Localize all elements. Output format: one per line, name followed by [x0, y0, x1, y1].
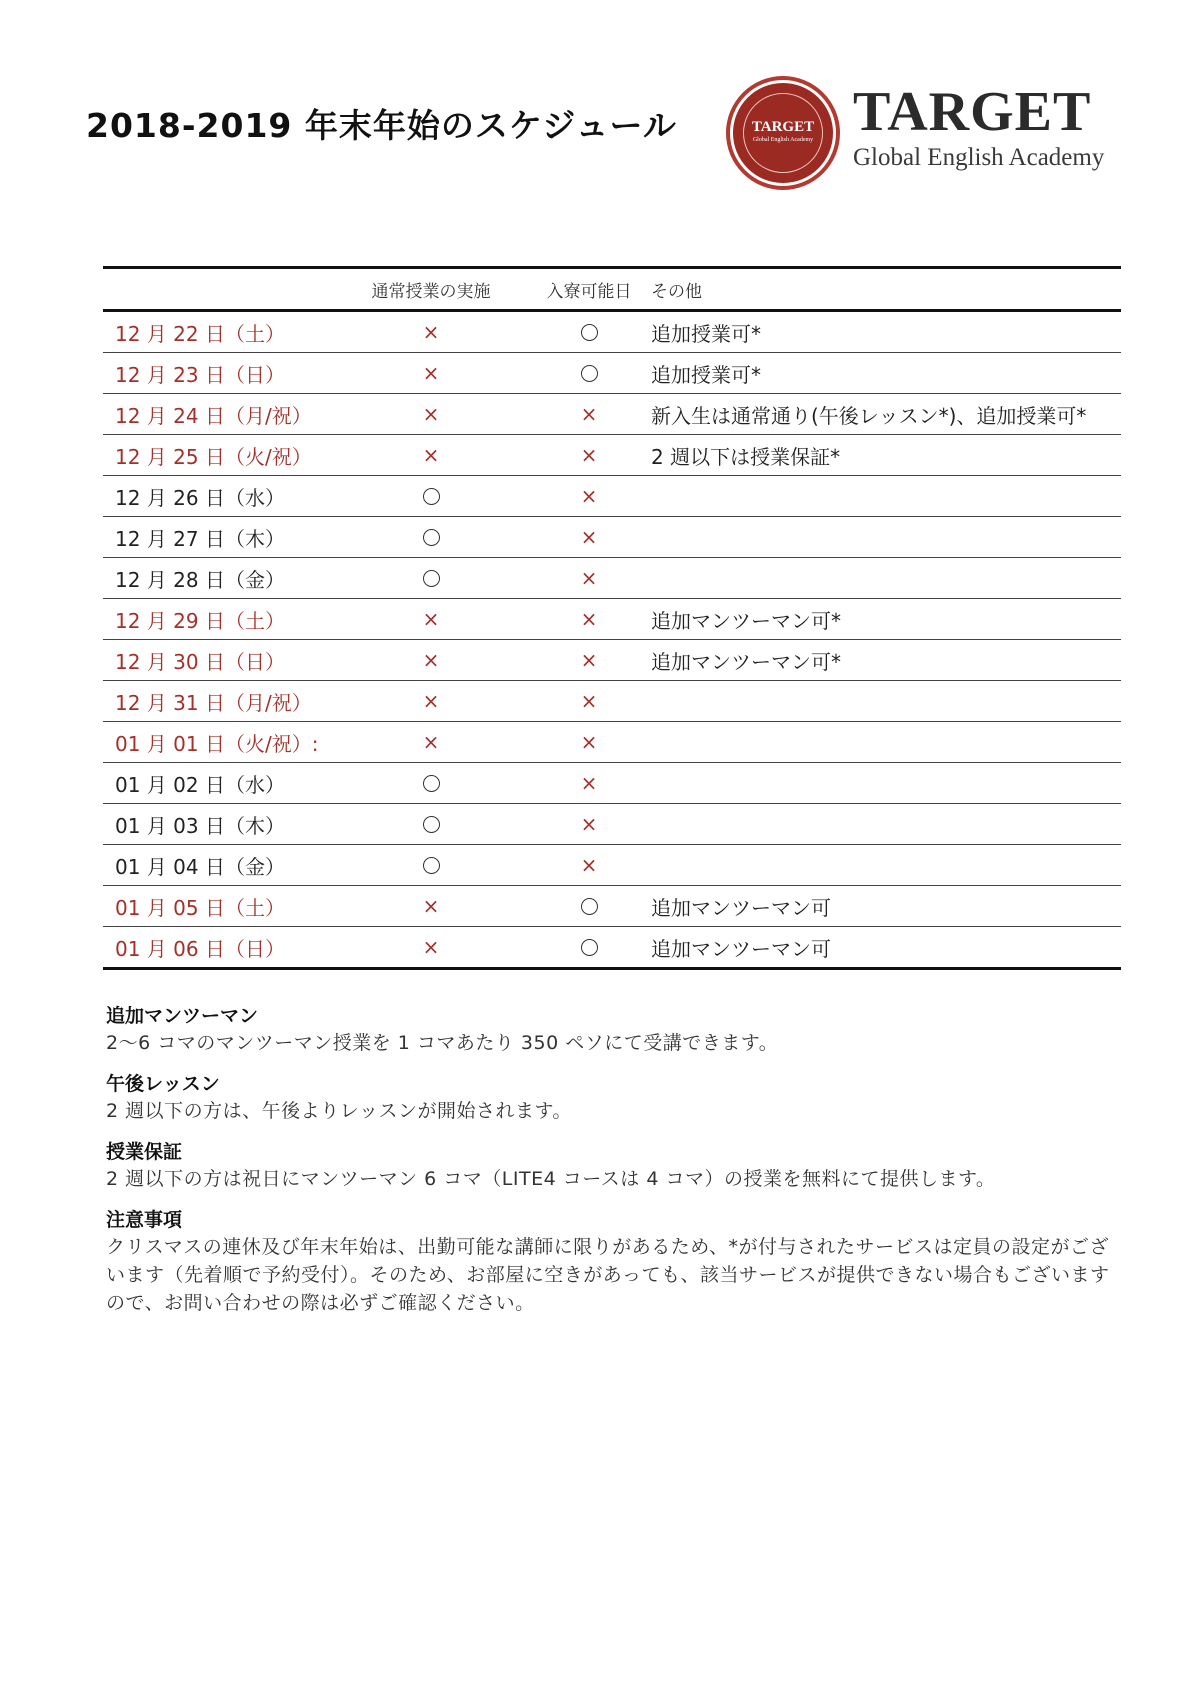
- table-row: [103, 353, 1121, 394]
- date-cell: 12 月 25 日（火/祝）: [115, 444, 312, 469]
- table-row: [103, 640, 1121, 681]
- table-row: [103, 763, 1121, 804]
- dorm-entry-cell: [511, 804, 667, 844]
- date-cell: 12 月 22 日（土）: [115, 321, 285, 346]
- dorm-entry-cell: [511, 517, 667, 557]
- date-cell: 01 月 05 日（土）: [115, 895, 285, 920]
- normal-class-cell: [351, 353, 511, 393]
- date-cell: 01 月 01 日（火/祝）:: [115, 731, 319, 756]
- table-row: [103, 927, 1121, 970]
- dorm-entry-cell: [511, 763, 667, 803]
- cross-mark-icon: ×: [580, 443, 598, 467]
- logo-emblem-subtext: Global English Academy: [752, 137, 814, 143]
- table-row: [103, 476, 1121, 517]
- logo-emblem-text: TARGET: [751, 119, 815, 135]
- date-cell: 12 月 28 日（金）: [115, 567, 285, 592]
- dorm-entry-cell: [511, 394, 667, 434]
- date-cell: 12 月 24 日（月/祝）: [115, 403, 312, 428]
- other-cell: 2 週以下は授業保証*: [651, 444, 841, 469]
- dorm-entry-cell: [511, 640, 667, 680]
- normal-class-cell: [351, 394, 511, 434]
- dorm-entry-cell: [511, 927, 667, 967]
- cross-mark-icon: ×: [580, 771, 598, 795]
- circle-mark-icon: [423, 488, 440, 505]
- notes-section: [106, 1003, 1126, 1331]
- date-cell: 12 月 31 日（月/祝）: [115, 690, 312, 715]
- cross-mark-icon: ×: [580, 689, 598, 713]
- date-cell: 01 月 04 日（金）: [115, 854, 285, 879]
- circle-mark-icon: [423, 570, 440, 587]
- note-heading: 追加マンツーマン: [106, 1005, 259, 1027]
- table-row: [103, 558, 1121, 599]
- header-normal-class: 通常授業の実施: [371, 281, 491, 302]
- cross-mark-icon: ×: [422, 320, 440, 344]
- circle-mark-icon: [423, 857, 440, 874]
- date-cell: 01 月 02 日（水）: [115, 772, 285, 797]
- table-row: [103, 312, 1121, 353]
- note-heading: 注意事項: [106, 1209, 183, 1231]
- cross-mark-icon: ×: [422, 730, 440, 754]
- normal-class-cell: [351, 927, 511, 967]
- dorm-entry-cell: [511, 681, 667, 721]
- cross-mark-icon: ×: [580, 402, 598, 426]
- schedule-table: [103, 266, 1121, 970]
- date-cell: 12 月 26 日（水）: [115, 485, 285, 510]
- other-cell: 新入生は通常通り(午後レッスン*)、追加授業可*: [651, 403, 1087, 428]
- date-cell: 01 月 06 日（日）: [115, 936, 285, 961]
- dorm-entry-cell: [511, 558, 667, 598]
- target-logo: [730, 80, 1110, 185]
- date-cell: 12 月 23 日（日）: [115, 362, 285, 387]
- cross-mark-icon: ×: [580, 730, 598, 754]
- normal-class-cell: [351, 763, 511, 803]
- circle-mark-icon: [581, 365, 598, 382]
- dorm-entry-cell: [511, 845, 667, 885]
- cross-mark-icon: ×: [422, 361, 440, 385]
- circle-mark-icon: [423, 529, 440, 546]
- table-row: [103, 435, 1121, 476]
- cross-mark-icon: ×: [580, 607, 598, 631]
- cross-mark-icon: ×: [422, 402, 440, 426]
- cross-mark-icon: ×: [422, 648, 440, 672]
- normal-class-cell: [351, 681, 511, 721]
- table-row: [103, 681, 1121, 722]
- dorm-entry-cell: [511, 886, 667, 926]
- other-cell: 追加授業可*: [651, 362, 761, 387]
- table-row: [103, 886, 1121, 927]
- note-body: 2〜6 コマのマンツーマン授業を 1 コマあたり 350 ペソにて受講できます。: [106, 1032, 779, 1054]
- table-body: [103, 312, 1121, 970]
- dorm-entry-cell: [511, 353, 667, 393]
- normal-class-cell: [351, 599, 511, 639]
- cross-mark-icon: ×: [422, 894, 440, 918]
- other-cell: 追加マンツーマン可*: [651, 608, 841, 633]
- note-body: クリスマスの連休及び年末年始は、出勤可能な講師に限りがあるため、*が付与されたサービスは定員の設定がございます（先着順で予約受付）。そのため、お部屋に空きがあっても、該当サービスが提供できない場合もございますので、お問い合わせの際は必ずご確認ください。: [106, 1236, 1110, 1314]
- other-cell: 追加マンツーマン可*: [651, 649, 841, 674]
- table-row: [103, 394, 1121, 435]
- table-row: [103, 599, 1121, 640]
- circle-mark-icon: [581, 898, 598, 915]
- dorm-entry-cell: [511, 476, 667, 516]
- logo-name: TARGET: [853, 81, 1092, 143]
- circle-mark-icon: [423, 775, 440, 792]
- table-row: [103, 722, 1121, 763]
- cross-mark-icon: ×: [422, 443, 440, 467]
- note-heading: 午後レッスン: [106, 1073, 220, 1095]
- cross-mark-icon: ×: [580, 525, 598, 549]
- other-cell: 追加マンツーマン可: [651, 895, 831, 920]
- cross-mark-icon: ×: [580, 853, 598, 877]
- cross-mark-icon: ×: [580, 484, 598, 508]
- page-title: 2018-2019 年末年始のスケジュール: [86, 106, 677, 145]
- date-cell: 12 月 27 日（木）: [115, 526, 285, 551]
- normal-class-cell: [351, 435, 511, 475]
- table-header: [103, 266, 1121, 312]
- logo-tagline: Global English Academy: [853, 144, 1105, 171]
- normal-class-cell: [351, 640, 511, 680]
- normal-class-cell: [351, 476, 511, 516]
- date-cell: 12 月 29 日（土）: [115, 608, 285, 633]
- dorm-entry-cell: [511, 312, 667, 352]
- other-cell: 追加マンツーマン可: [651, 936, 831, 961]
- normal-class-cell: [351, 845, 511, 885]
- cross-mark-icon: ×: [580, 566, 598, 590]
- note-body: 2 週以下の方は祝日にマンツーマン 6 コマ（LITE4 コースは 4 コマ）の授業を無料にて提供します。: [106, 1168, 996, 1190]
- table-row: [103, 845, 1121, 886]
- header-other: その他: [651, 281, 702, 302]
- cross-mark-icon: ×: [422, 689, 440, 713]
- cross-mark-icon: ×: [422, 935, 440, 959]
- circle-mark-icon: [581, 324, 598, 341]
- cross-mark-icon: ×: [580, 648, 598, 672]
- header-dorm-entry: 入寮可能日: [546, 281, 632, 302]
- note-heading: 授業保証: [106, 1141, 183, 1163]
- normal-class-cell: [351, 312, 511, 352]
- dorm-entry-cell: [511, 599, 667, 639]
- normal-class-cell: [351, 804, 511, 844]
- cross-mark-icon: ×: [422, 607, 440, 631]
- circle-mark-icon: [423, 816, 440, 833]
- date-cell: 01 月 03 日（木）: [115, 813, 285, 838]
- circle-mark-icon: [581, 939, 598, 956]
- normal-class-cell: [351, 517, 511, 557]
- dorm-entry-cell: [511, 435, 667, 475]
- table-row: [103, 517, 1121, 558]
- cross-mark-icon: ×: [580, 812, 598, 836]
- table-row: [103, 804, 1121, 845]
- logo-emblem: [730, 80, 836, 186]
- normal-class-cell: [351, 886, 511, 926]
- note-body: 2 週以下の方は、午後よりレッスンが開始されます。: [106, 1100, 572, 1122]
- normal-class-cell: [351, 558, 511, 598]
- other-cell: 追加授業可*: [651, 321, 761, 346]
- normal-class-cell: [351, 722, 511, 762]
- date-cell: 12 月 30 日（日）: [115, 649, 285, 674]
- dorm-entry-cell: [511, 722, 667, 762]
